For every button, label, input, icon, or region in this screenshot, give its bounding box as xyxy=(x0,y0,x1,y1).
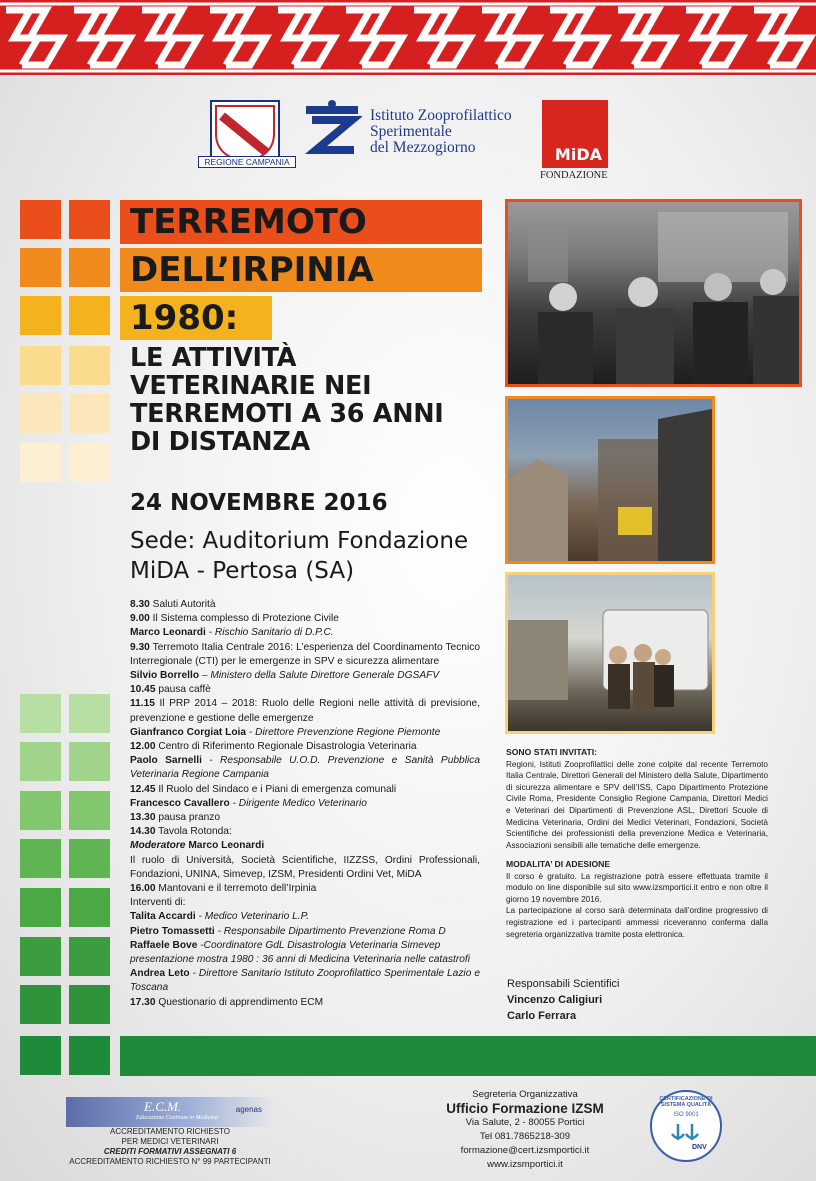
top-pattern-band xyxy=(0,0,816,75)
tile xyxy=(69,248,110,287)
cert-ring-text: CERTIFICAZIONE DI SISTEMA QUALITÀ xyxy=(659,1096,713,1108)
tile xyxy=(69,839,110,878)
mida-label: FONDAZIONE xyxy=(540,170,608,181)
program-speaker: Talita Accardi - Medico Veterinario L.P. xyxy=(130,911,309,923)
photo-rubble-shapes xyxy=(508,399,712,561)
tile xyxy=(20,200,61,239)
program-item: 10.45 pausa caffè xyxy=(130,684,211,696)
title-line-3: 1980: xyxy=(120,296,272,340)
tile xyxy=(20,443,61,482)
program-speaker: Pietro Tomassetti - Responsabile Dipartimento Prevenzione Roma D xyxy=(130,925,446,937)
program-speaker: Andrea Leto - Direttore Sanitario Istituto Zooprofilattico Sperimentale Lazio e Toscana xyxy=(130,968,480,994)
ecm-logo xyxy=(66,1097,274,1127)
title-line-1: TERREMOTO xyxy=(120,200,482,244)
historic-photo-officials xyxy=(505,199,802,387)
program-speaker: Francesco Cavallero - Dirigente Medico Veterinario xyxy=(130,797,367,809)
program-item: 9.00 Il Sistema complesso di Protezione Civile xyxy=(130,613,339,625)
responsabile-name: Vincenzo Caligiuri xyxy=(507,994,603,1006)
event-date: 24 NOVEMBRE 2016 xyxy=(130,490,388,516)
program-item: Interventi di: xyxy=(130,897,186,909)
tile xyxy=(69,1036,110,1075)
tile xyxy=(69,742,110,781)
ecm-line-2: PER MEDICI VETERINARI xyxy=(121,1137,219,1146)
quality-certification-seal xyxy=(650,1090,722,1162)
subtitle-line-4: DI DISTANZA xyxy=(130,427,310,457)
photo-caravan-shapes xyxy=(508,575,712,731)
program-item: 13.30 pausa pranzo xyxy=(130,812,221,824)
program-item: 14.30 Tavola Rotonda: xyxy=(130,826,232,838)
ecm-accreditation xyxy=(66,1127,274,1167)
program-speaker: Gianfranco Corgiat Loia - Direttore Prevenzione Regione Piemonte xyxy=(130,726,441,738)
tile xyxy=(69,200,110,239)
segreteria-organizzativa xyxy=(440,1088,610,1172)
earthquake-rubble-photo xyxy=(505,396,715,564)
subtitle-line-2: VETERINARIE NEI xyxy=(130,371,372,401)
program-item: 12.00 Centro di Riferimento Regionale Disastrologia Veterinaria xyxy=(130,741,417,753)
ecm-line-4: ACCREDITAMENTO RICHIESTO N° 99 PARTECIPANTI xyxy=(69,1157,271,1166)
tile xyxy=(20,888,61,927)
invited-heading: SONO STATI INVITATI: xyxy=(506,747,598,757)
mida-mark: MiDA xyxy=(554,145,602,164)
program-item: 12.45 Il Ruolo del Sindaco e i Piani di emergenza comunali xyxy=(130,783,397,795)
tile xyxy=(20,296,61,335)
tile xyxy=(69,791,110,830)
program-item: presentazione mostra 1980 : 36 anni di Medicina Veterinaria nelle catastrofi xyxy=(130,954,470,966)
izs-line-1: Istituto Zooprofilattico xyxy=(370,107,512,124)
segreteria-website[interactable]: www.izsmportici.it xyxy=(487,1159,563,1170)
tile xyxy=(20,742,61,781)
venue-line-1: Sede: Auditorium Fondazione xyxy=(130,528,469,554)
tile xyxy=(20,839,61,878)
ecm-credits: CREDITI FORMATIVI ASSEGNATI 6 xyxy=(103,1147,237,1156)
tile xyxy=(20,248,61,287)
regione-campania-label: REGIONE CAMPANIA xyxy=(198,156,296,168)
program-item: 16.00 Mantovani e il terremoto dell’Irpinia xyxy=(130,883,317,895)
tile xyxy=(20,346,61,385)
program-speaker: Marco Leonardi - Rischio Sanitario di D.P.C. xyxy=(130,627,334,639)
program-item: 8.30 Saluti Autorità xyxy=(130,599,216,610)
izs-line-2: Sperimentale xyxy=(370,123,452,140)
tile xyxy=(20,937,61,976)
tile xyxy=(20,1036,61,1075)
mida-logo xyxy=(542,100,608,168)
program-item: Il ruolo di Università, Società Scientifiche, IIZZSS, Ordini Professionali, Fondazioni, UNINA, Simevep, IZSM, Presidenti Ordini Vet, MiDA xyxy=(130,854,480,880)
ecm-logo-subtext: Educazione Continua in Medicina xyxy=(136,1115,219,1121)
venue-line-2: MiDA - Pertosa (SA) xyxy=(130,558,355,584)
segreteria-label: Segreteria Organizzativa xyxy=(472,1089,578,1100)
modalita-body-1: Il corso è gratuito. La registrazione potrà essere effettuata tramite il modulo on line disponibile sul sito www.izsmportici.it entro e non oltre il giorno 19 novembre 2016. xyxy=(506,871,768,904)
tile xyxy=(69,937,110,976)
cert-dnv-text: DNV xyxy=(692,1144,707,1151)
segreteria-phone: Tel 081.7865218-309 xyxy=(479,1131,571,1142)
responsabili-scientifici xyxy=(507,976,620,1024)
segreteria-address: Via Salute, 2 - 80055 Portici xyxy=(465,1117,585,1128)
program-speaker: Silvio Borrello – Ministero della Salute Direttore Generale DGSAFV xyxy=(130,670,440,682)
modalita-body-2: La partecipazione al corso sarà determinata dall’ordine progressivo di registrazione ed i partecipanti ammessi riceveranno conferma dalla segreteria organizzativa tramite posta elettronica. xyxy=(506,906,768,939)
tile xyxy=(20,694,61,733)
invited-section xyxy=(506,747,768,851)
izs-logo-icon xyxy=(302,100,362,160)
tile xyxy=(20,394,61,433)
tile xyxy=(69,985,110,1024)
program-speaker: Raffaele Bove -Coordinatore GdL Disastrologia Veterinaria Simevep xyxy=(130,939,441,951)
program-item: 11.15 Il PRP 2014 – 2018: Ruolo delle Regioni nelle attività di previsione, prevenzione e gestione delle emergenze xyxy=(130,698,480,724)
tile xyxy=(69,346,110,385)
modalita-heading: MODALITA’ DI ADESIONE xyxy=(506,859,611,869)
tile xyxy=(69,694,110,733)
segreteria-office: Ufficio Formazione IZSM xyxy=(446,1101,604,1116)
anchor-icon xyxy=(668,1122,706,1144)
responsabili-label: Responsabili Scientifici xyxy=(507,978,620,990)
agenas-logo-text: agenas xyxy=(235,1105,262,1114)
izs-line-3: del Mezzogiorno xyxy=(370,139,476,156)
tile xyxy=(69,394,110,433)
subtitle-line-1: LE ATTIVITÀ xyxy=(130,343,297,373)
program-speaker: Paolo Sarnelli - Responsabile U.O.D. Prevenzione e Sanità Pubblica Veterinaria Regione Campania xyxy=(130,755,480,781)
program xyxy=(130,598,480,1010)
tile xyxy=(69,296,110,335)
modalita-section xyxy=(506,859,768,940)
tile xyxy=(20,791,61,830)
tile xyxy=(69,443,110,482)
regione-campania-emblem-icon xyxy=(212,102,278,164)
segreteria-email[interactable]: formazione@cert.izsmportici.it xyxy=(460,1145,590,1156)
invited-body: Regioni, Istituti Zooprofilattici delle zone colpite dal recente Terremoto Italia Centrale, Direttori Generali del Ministero della Salute, Dipartimento di sicurezza alimentare e SPV dell’ISS, Capo Dipartimento Protezione Civile Roma, Presidente Consiglio Regione Campania, Direttori Medici e Veterinari dei Dipartimenti di Prevenzione ASL, Direttori Scuole di Medicina Veterinaria, Ordini dei Medici Veterinari, Fondazioni, Società Scientifiche dei professionisti della prevenzione Medica e Veterinaria, Associazioni sensibili alle tematiche delle emergenze. xyxy=(506,759,768,850)
ecm-line-1: ACCREDITAMENTO RICHIESTO xyxy=(109,1127,230,1136)
earthquake-caravan-photo xyxy=(505,572,715,734)
program-item: 17.30 Questionario di apprendimento ECM xyxy=(130,996,324,1008)
title-line-2: DELL’IRPINIA xyxy=(120,248,482,292)
pattern-motif xyxy=(0,0,816,75)
izs-name xyxy=(370,108,512,156)
program-moderator: Moderatore Marco Leonardi xyxy=(130,840,265,852)
ecm-logo-text: E.C.M. xyxy=(144,1099,182,1114)
responsabile-name: Carlo Ferrara xyxy=(507,1010,577,1022)
program-item: 9.30 Terremoto Italia Centrale 2016: L’esperienza del Coordinamento Tecnico Interregionale (CTI) per le emergenze in SPV e sicurezza alimentare xyxy=(130,641,480,667)
tile xyxy=(20,985,61,1024)
photo-people-silhouettes xyxy=(508,202,799,384)
subtitle-line-3: TERREMOTI A 36 ANNI xyxy=(130,399,444,429)
cert-iso-text: ISO 9001 xyxy=(673,1112,699,1118)
bottom-green-bar xyxy=(120,1036,816,1076)
tile xyxy=(69,888,110,927)
